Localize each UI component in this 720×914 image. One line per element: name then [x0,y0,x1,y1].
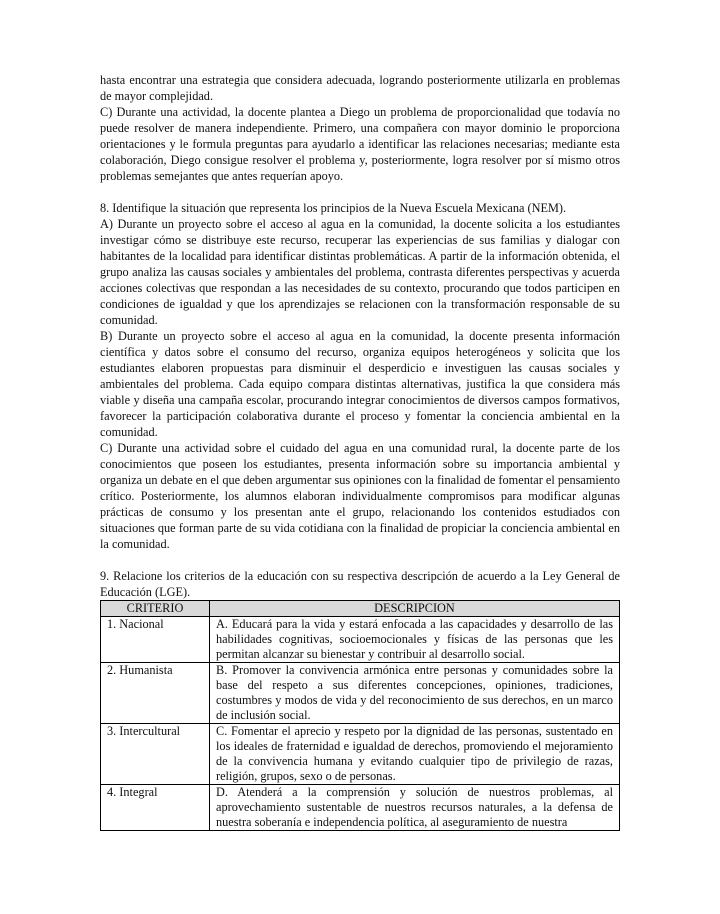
question-9: 9. Relacione los criterios de la educación con su respectiva descripción de acuerdo a la Ley General de Educación (LGE). [100,569,620,599]
criterio-cell: 4. Integral [101,785,210,831]
criteria-table [100,600,620,831]
descripcion-cell-wrapper [210,785,620,831]
criterio-cell: 2. Humanista [101,663,210,724]
criterio-cell: 1. Nacional [101,617,210,663]
question-8-option-a: A) Durante un proyecto sobre el acceso al agua en la comunidad, la docente solicita a los estudiantes investigar cómo se distribuye este recurso, recuperar las experiencias de sus familias y dialogar con habitantes de la localidad para identificar distintas problemáticas. A partir de la información obtenida, el grupo analiza las causas sociales y ambientales del problema, contrasta diferentes perspectivas y acuerda acciones colectivas que respondan a las necesidades de su contexto, procurando que todos participen en condiciones de igualdad y que los aprendizajes se relacionen con la transformación responsable de su comunidad. [100,217,620,327]
criterio-cell: 3. Intercultural [101,724,210,785]
spacer [100,552,620,568]
paragraph-option-c-previous: C) Durante una actividad, la docente plantea a Diego un problema de proporcionalidad que todavía no puede resolver de manera independiente. Primero, una compañera con mayor dominio le proporciona orientaciones y le formula preguntas para ayudarlo a identificar las relaciones necesarias; mediante esta colaboración, Diego consigue resolver el problema y, posteriormente, logra resolver por sí mismo otros problemas semejantes que antes requerían apoyo. [100,105,620,183]
table-row [101,785,620,831]
descripcion-cell: C. Fomentar el aprecio y respeto por la dignidad de las personas, sustentado en los ideales de fraternidad e igualdad de derechos, promoviendo el mejoramiento de la convivencia humana y evitando cualquier tipo de privilegio de razas, religión, grupos, sexo o de personas. [210,724,620,785]
spacer [100,184,620,200]
paragraph-continuation: hasta encontrar una estrategia que considera adecuada, logrando posteriormente utilizarla en problemas de mayor complejidad. [100,73,620,103]
descripcion-cell: A. Educará para la vida y estará enfocada a las capacidades y desarrollo de las habilidades cognitivas, socioemocionales y físicas de las personas que les permitan alcanzar su bienestar y contribuir al desarrollo social. [210,617,620,663]
descripcion-cell: D. Atenderá a la comprensión y solución de nuestros problemas, al aprovechamiento sustentable de nuestros recursos naturales, a la defensa de nuestra soberanía e independencia política, al aseguramiento de nuestra [216,785,613,829]
table-row [101,724,620,785]
question-8: 8. Identifique la situación que representa los principios de la Nueva Escuela Mexicana (NEM). [100,201,567,215]
document-page [100,72,620,831]
header-criterio: CRITERIO [101,601,210,617]
question-8-option-c: C) Durante una actividad sobre el cuidado del agua en una comunidad rural, la docente parte de los conocimientos que poseen los estudiantes, presenta información sobre su importancia ambiental y organiza un debate en el que deben argumentar sus opiniones con la finalidad de fomentar el pensamiento crítico. Posteriormente, los alumnos elaboran individualmente compromisos para modificar algunas prácticas de consumo y los presentan ante el grupo, relacionando los contenidos estudiados con situaciones que forman parte de su vida cotidiana con la finalidad de propiciar la conciencia ambiental en la comunidad. [100,441,620,551]
question-8-option-b: B) Durante un proyecto sobre el acceso al agua en la comunidad, la docente presenta información científica y datos sobre el consumo del recurso, organiza equipos heterogéneos y solicita que los estudiantes elaboren propuestas para disminuir el desperdicio e investiguen las causas sociales y ambientales del problema. Cada equipo compara distintas alternativas, justifica la que considera más viable y diseña una campaña escolar, procurando integrar conocimientos de diversos campos formativos, favorecer la participación colaborativa durante el proceso y fomentar la conciencia ambiental en la comunidad. [100,329,620,439]
table-row [101,617,620,663]
descripcion-cell: B. Promover la convivencia armónica entre personas y comunidades sobre la base del respeto a sus diferentes concepciones, opiniones, tradiciones, costumbres y modos de vida y del reconocimiento de sus derechos, en un marco de inclusión social. [210,663,620,724]
table-row [101,663,620,724]
table-header-row [101,601,620,617]
header-descripcion: DESCRIPCION [210,601,620,617]
